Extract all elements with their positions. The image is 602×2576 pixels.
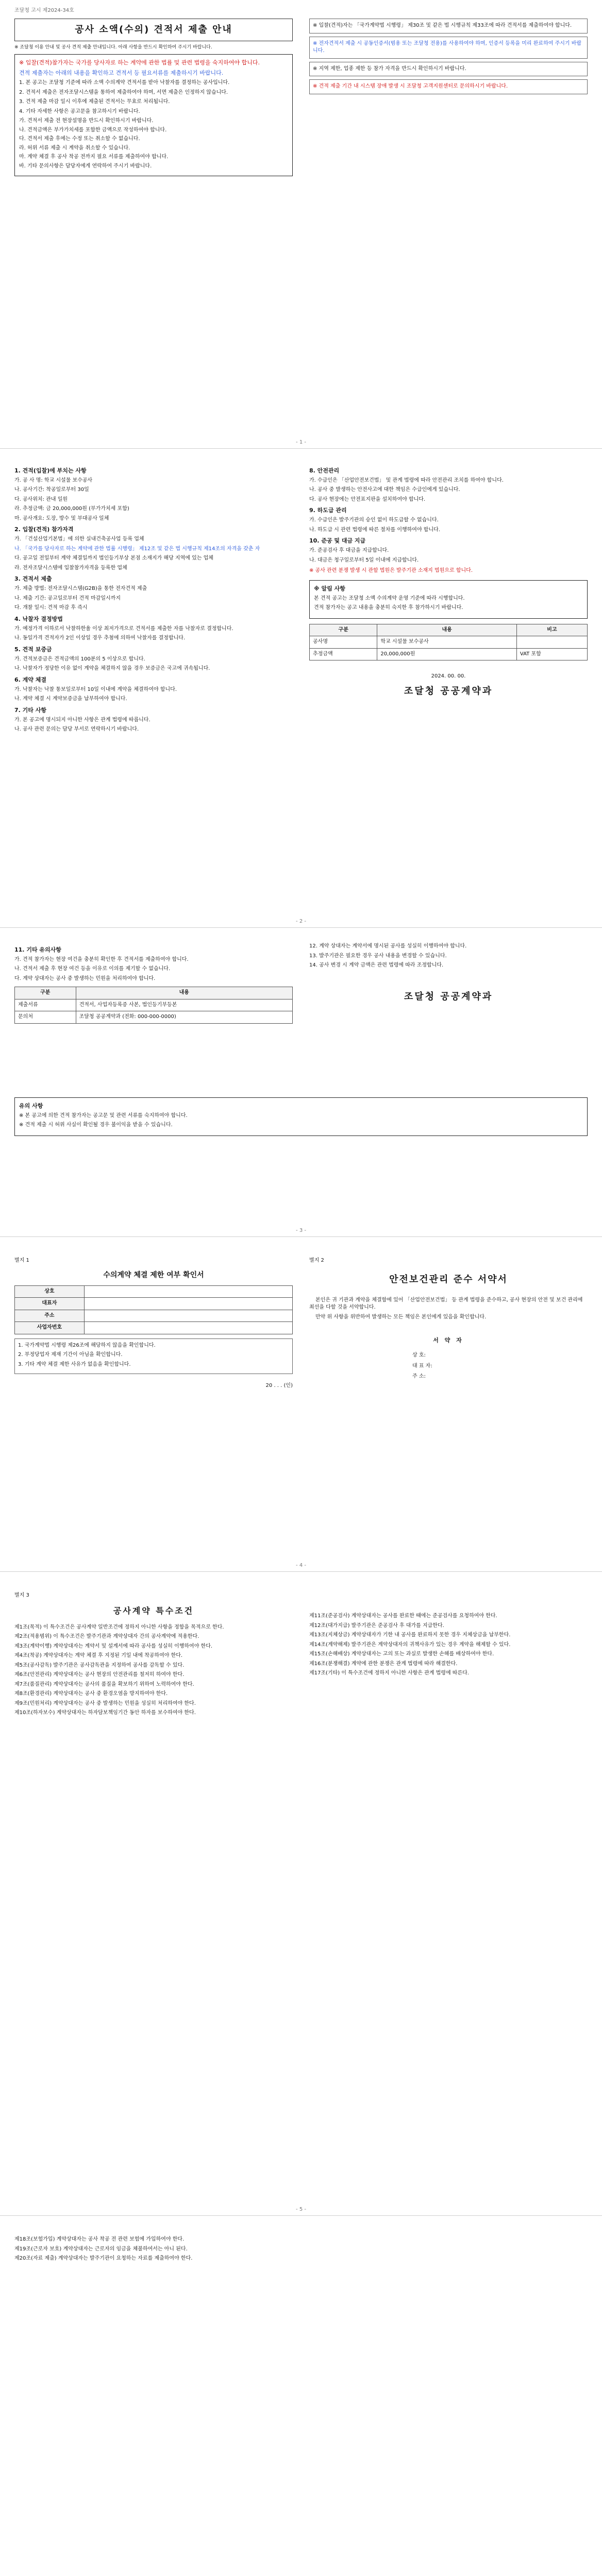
summary-table bbox=[309, 624, 588, 661]
right-column-page3 bbox=[309, 943, 588, 1004]
issue-date: 2024. 00. 00. bbox=[431, 673, 466, 680]
form-body: 만약 위 사항을 위반하여 발생하는 모든 책임은 본인에게 있음을 확인합니다. bbox=[315, 1314, 487, 1320]
table-cell: 문의처 bbox=[15, 1011, 76, 1024]
form1-checklist bbox=[14, 1338, 293, 1375]
section-title: 11. 기타 유의사항 bbox=[14, 946, 61, 953]
article: 제20조(자료 제출) 계약상대자는 발주기관이 요청하는 자료를 제출하여야 한다. bbox=[14, 2256, 193, 2261]
article: 제6조(안전관리) 계약상대자는 공사 현장의 안전관리를 철저히 하여야 한다. bbox=[14, 1672, 185, 1678]
article: 제8조(환경관리) 계약상대자는 공사 중 환경오염을 방지하여야 한다. bbox=[14, 1691, 168, 1697]
table-row bbox=[15, 999, 293, 1011]
section-title: 9. 하도급 관리 bbox=[309, 507, 347, 514]
issuer-block bbox=[309, 673, 588, 698]
highlight-box bbox=[14, 54, 293, 176]
page-divider bbox=[0, 1571, 602, 1572]
section-row: 가. 공 사 명: 학교 시설물 보수공사 bbox=[14, 477, 93, 483]
article: 제18조(보험가입) 계약상대자는 공사 착공 전 관련 보험에 가입하여야 한다. bbox=[14, 2236, 185, 2242]
notice-text: ※ 입찰(견적)자는 「국가계약법 시행령」 제30조 및 같은 법 시행규칙 제33조에 따라 견적서를 제출하여야 합니다. bbox=[313, 23, 572, 28]
table-cell: 공사명 bbox=[310, 636, 377, 649]
article: 제17조(기타) 이 특수조건에 정하지 아니한 사항은 관계 법령에 따른다. bbox=[309, 1670, 469, 1676]
paragraph: 다. 공사 현장에는 안전표지판을 설치하여야 합니다. bbox=[309, 496, 426, 502]
paragraph: 가. 견적 참가자는 현장 여건을 충분히 확인한 후 견적서를 제출하여야 합니다. bbox=[14, 956, 189, 962]
paragraph: 가. 수급인은 「산업안전보건법」 및 관계 법령에 따라 안전관리 조치를 하여야 합니다. bbox=[309, 477, 504, 483]
article: 제4조(착공) 계약상대자는 계약 체결 후 지정된 기일 내에 착공하여야 한다. bbox=[14, 1653, 183, 1659]
checklist-item: 2. 부정당업자 제재 기간이 아님을 확인합니다. bbox=[18, 1352, 123, 1358]
paragraph: 14. 공사 변경 시 계약 금액은 관련 법령에 따라 조정합니다. bbox=[309, 962, 444, 968]
section-row: 다. 공고일 전일부터 계약 체결일까지 법인등기부상 본점 소재지가 해당 지역에 있는 업체 bbox=[14, 555, 213, 562]
table-cell: 상호 bbox=[15, 1285, 85, 1298]
article: 제10조(하자보수) 계약상대자는 하자담보책임기간 동안 하자를 보수하여야 한다. bbox=[14, 1710, 196, 1716]
table-cell bbox=[516, 636, 587, 649]
section-row: 가. 예정가격 이하로서 낙찰하한율 이상 최저가격으로 견적서를 제출한 자를 낙찰자로 결정합니다. bbox=[14, 625, 233, 632]
list-item: 마. 계약 체결 후 공사 착공 전까지 필요 서류를 제출하여야 합니다. bbox=[19, 154, 169, 160]
bottom-note bbox=[14, 1097, 588, 1136]
highlight-line: ※ 입찰(견적)참가자는 국가를 당사자로 하는 계약에 관한 법률 및 관련 법령을 숙지하여야 합니다. bbox=[19, 59, 260, 66]
paragraph: 다. 계약 상대자는 공사 중 발생하는 민원을 처리하여야 합니다. bbox=[14, 975, 156, 981]
paragraph: 나. 대금은 청구일로부터 5일 이내에 지급합니다. bbox=[309, 557, 419, 563]
article: 제2조(적용범위) 이 특수조건은 발주기관과 계약상대자 간의 공사계약에 적용한다. bbox=[14, 1634, 199, 1640]
section-row: 가. 「건설산업기본법」에 의한 실내건축공사업 등록 업체 bbox=[14, 536, 144, 543]
notice-text: ※ 견적 제출 기간 내 시스템 장애 발생 시 조달청 고객지원센터로 문의하시기 바랍니다. bbox=[313, 83, 508, 89]
article: 제7조(품질관리) 계약상대자는 공사의 품질을 확보하기 위하여 노력하여야 한다. bbox=[14, 1681, 194, 1687]
section-title: 4. 낙찰자 결정방법 bbox=[14, 615, 63, 622]
left-column-page3 bbox=[14, 943, 293, 1024]
section-row: 마. 공사개요: 도장, 방수 및 부대공사 일체 bbox=[14, 515, 109, 521]
form-body: 본인은 귀 기관과 계약을 체결함에 있어 「산업안전보건법」 등 관계 법령을 준수하고, 공사 현장의 안전 및 보건 관리에 최선을 다할 것을 서약합니다. bbox=[309, 1297, 583, 1311]
article: 제12조(대가지급) 발주기관은 준공검사 후 대가를 지급한다. bbox=[309, 1622, 444, 1629]
notice-box bbox=[309, 580, 588, 619]
section-row: 다. 공사위치: 관내 일원 bbox=[14, 496, 68, 502]
section-title: 2. 입찰(견적) 참가자격 bbox=[14, 526, 74, 533]
table-cell: 사업자번호 bbox=[15, 1322, 85, 1334]
left-column-page2 bbox=[14, 464, 293, 736]
bottom-note-line: ※ 본 공고에 의한 견적 참가자는 공고문 및 관련 서류를 숙지하여야 합니다. bbox=[19, 1112, 188, 1118]
right-column-top bbox=[309, 19, 588, 97]
paragraph: 가. 준공검사 후 대금을 지급합니다. bbox=[309, 548, 389, 554]
table-header: 내용 bbox=[76, 987, 292, 999]
highlight-line: 견적 제출자는 아래의 내용을 확인하고 견적서 등 필요서류를 제출하시기 바랍니다. bbox=[19, 70, 224, 77]
article: 제1조(목적) 이 특수조건은 공사계약 일반조건에 정하지 아니한 사항을 정함을 목적으로 한다. bbox=[14, 1624, 224, 1630]
paragraph: 나. 공사 중 발생하는 안전사고에 대한 책임은 수급인에게 있습니다. bbox=[309, 487, 460, 493]
list-item: 라. 허위 서류 제출 시 계약을 취소할 수 있습니다. bbox=[19, 145, 130, 151]
table-cell: 대표자 bbox=[15, 1298, 85, 1310]
article: 제5조(공사감독) 발주기관은 공사감독관을 지정하여 공사를 감독할 수 있다. bbox=[14, 1662, 185, 1668]
sign-field[interactable]: 대 표 자: bbox=[412, 1363, 432, 1369]
highlight-line: ※ 공사 관련 분쟁 발생 시 관할 법원은 발주기관 소재지 법원으로 합니다. bbox=[309, 568, 473, 574]
form-title: 수의계약 체결 제한 여부 확인서 bbox=[103, 1270, 204, 1279]
section-row: 가. 견적보증금은 견적금액의 100분의 5 이상으로 합니다. bbox=[14, 656, 145, 662]
page-number: - 5 - bbox=[296, 2207, 306, 2212]
form1-sign: 20 . . . (인) bbox=[265, 1383, 293, 1389]
issuer-org: 조달청 공공계약과 bbox=[404, 685, 493, 697]
article: 제14조(계약해제) 발주기관은 계약상대자의 귀책사유가 있는 경우 계약을 해제할 수 있다. bbox=[309, 1641, 511, 1648]
form-field[interactable] bbox=[84, 1322, 292, 1334]
page-number: - 4 - bbox=[296, 1563, 306, 1568]
page-divider bbox=[0, 2215, 602, 2216]
bottom-note-line: ※ 견적 제출 시 허위 사실이 확인될 경우 불이익을 받을 수 있습니다. bbox=[19, 1122, 173, 1128]
table-cell: 20,000,000원 bbox=[377, 648, 517, 660]
section-row: 가. 낙찰자는 낙찰 통보일로부터 10일 이내에 계약을 체결하여야 합니다. bbox=[14, 686, 177, 692]
list-item: 다. 견적서 제출 후에는 수정 또는 취소할 수 없습니다. bbox=[19, 136, 140, 142]
article: 제15조(손해배상) 계약상대자는 고의 또는 과실로 발생한 손해를 배상하여야 한다. bbox=[309, 1651, 494, 1657]
section-row: 가. 본 공고에 명시되지 아니한 사항은 관계 법령에 따릅니다. bbox=[14, 717, 150, 723]
closing-org: 조달청 공공계약과 bbox=[404, 991, 493, 1002]
table-row bbox=[310, 648, 588, 660]
paragraph: 13. 발주기관은 필요한 경우 공사 내용을 변경할 수 있습니다. bbox=[309, 953, 447, 959]
table-row bbox=[15, 1322, 293, 1334]
form-label: 별지 1 bbox=[14, 1258, 29, 1263]
doc-code: 조달청 고시 제2024-34호 bbox=[14, 8, 74, 13]
list-item: 바. 기타 문의사항은 담당자에게 연락하여 주시기 바랍니다. bbox=[19, 163, 152, 169]
section-row: 나. 계약 체결 시 계약보증금을 납부하여야 합니다. bbox=[14, 696, 127, 702]
contract-left bbox=[14, 1592, 293, 1719]
table-cell: 조달청 공공계약과 (전화: 000-000-0000) bbox=[76, 1011, 292, 1024]
intro-line: ※ 조달청 이용 안내 및 공사 견적 제출 안내입니다. 아래 사항을 반드시 확인하여 주시기 바랍니다. bbox=[14, 45, 212, 50]
table-cell: 제출서류 bbox=[15, 999, 76, 1011]
form-label: 별지 3 bbox=[14, 1592, 29, 1598]
table-cell: 견적서, 사업자등록증 사본, 법인등기부등본 bbox=[76, 999, 292, 1011]
table-row bbox=[15, 1011, 293, 1024]
section-row: 다. 개찰 일시: 견적 마감 후 즉시 bbox=[14, 605, 88, 611]
table-header: 구분 bbox=[310, 624, 377, 636]
section-title: 6. 계약 체결 bbox=[14, 676, 46, 683]
table-cell: 주소 bbox=[15, 1310, 85, 1322]
table-row bbox=[15, 1298, 293, 1310]
section-row: 나. 제출 기간: 공고일로부터 견적 마감일시까지 bbox=[14, 595, 121, 601]
notice-text: ※ 지역 제한, 업종 제한 등 참가 자격을 반드시 확인하시기 바랍니다. bbox=[313, 65, 466, 72]
paragraph: 2. 견적서 제출은 전자조달시스템을 통하여 제출하여야 하며, 서면 제출은 인정하지 않습니다. bbox=[19, 89, 228, 95]
paragraph: 4. 기타 자세한 사항은 공고문을 참고하시기 바랍니다. bbox=[19, 108, 140, 114]
paragraph: 가. 수급인은 발주기관의 승인 없이 하도급할 수 없습니다. bbox=[309, 517, 439, 523]
form-label: 별지 2 bbox=[309, 1258, 324, 1263]
form-field[interactable] bbox=[84, 1285, 292, 1298]
section-row: 나. 공사 관련 문의는 담당 부서로 연락하시기 바랍니다. bbox=[14, 726, 139, 733]
section-row: 가. 제출 방법: 전자조달시스템(G2B)을 통한 전자견적 제출 bbox=[14, 586, 147, 592]
paragraph: 나. 견적서 제출 후 현장 여건 등을 이유로 이의를 제기할 수 없습니다. bbox=[14, 966, 171, 972]
article: 제3조(계약이행) 계약상대자는 계약서 및 설계서에 따라 공사를 성실히 이행하여야 한다. bbox=[14, 1643, 213, 1649]
table-header: 내용 bbox=[377, 624, 517, 636]
section-row: 나. 낙찰자가 정당한 이유 없이 계약을 체결하지 않을 경우 보증금은 국고에 귀속됩니다. bbox=[14, 666, 210, 672]
section-title: 7. 기타 사항 bbox=[14, 706, 46, 714]
table-cell: 추정금액 bbox=[310, 648, 377, 660]
section-title: 3. 견적서 제출 bbox=[14, 575, 52, 583]
form2 bbox=[309, 1257, 588, 1381]
notice-box-3 bbox=[309, 62, 588, 77]
list-item: 가. 견적서 제출 전 현장설명을 반드시 확인하시기 바랍니다. bbox=[19, 118, 154, 124]
page-divider bbox=[0, 448, 602, 449]
checklist-item: 3. 기타 계약 체결 제한 사유가 없음을 확인합니다. bbox=[18, 1361, 131, 1367]
paragraph: 3. 견적 제출 마감 일시 이후에 제출된 견적서는 무효로 처리됩니다. bbox=[19, 99, 170, 105]
notice-box-4 bbox=[309, 79, 588, 94]
section-row: 라. 전자조달시스템에 입찰참가자격을 등록한 업체 bbox=[14, 565, 127, 571]
table-row bbox=[310, 636, 588, 649]
contract-bottom-left bbox=[14, 2236, 293, 2265]
form1 bbox=[14, 1257, 293, 1390]
table-cell: 학교 시설물 보수공사 bbox=[377, 636, 517, 649]
right-column-page2 bbox=[309, 464, 588, 698]
section-row: 나. 공사기간: 착공일로부터 30일 bbox=[14, 487, 89, 493]
article: 제11조(준공검사) 계약상대자는 공사를 완료한 때에는 준공검사를 요청하여야 한다. bbox=[309, 1613, 497, 1619]
notice-title: ※ 알림 사항 bbox=[314, 585, 345, 592]
notice-title-box bbox=[14, 19, 293, 41]
notice-box-2 bbox=[309, 37, 588, 59]
article: 제19조(근로자 보호) 계약상대자는 근로자의 임금을 체불하여서는 아니 된다. bbox=[14, 2246, 188, 2252]
section-title: 10. 준공 및 대금 지급 bbox=[309, 537, 366, 545]
info-table bbox=[14, 987, 293, 1024]
page-divider bbox=[0, 1236, 602, 1237]
table-cell: VAT 포함 bbox=[516, 648, 587, 660]
contract-title: 공사계약 특수조건 bbox=[113, 1605, 194, 1616]
notice-line: 견적 참가자는 공고 내용을 충분히 숙지한 후 참가하시기 바랍니다. bbox=[314, 605, 463, 611]
form-field[interactable] bbox=[84, 1298, 292, 1310]
sign-field[interactable]: 상 호: bbox=[412, 1352, 426, 1359]
page-divider bbox=[0, 927, 602, 928]
page-number: - 2 - bbox=[296, 919, 306, 924]
section-row: 나. 동일가격 견적자가 2인 이상일 경우 추첨에 의하여 낙찰자를 결정합니다. bbox=[14, 635, 186, 641]
notice-box-1 bbox=[309, 19, 588, 33]
page-number: - 3 - bbox=[296, 1228, 306, 1233]
table-row bbox=[15, 1285, 293, 1298]
notice-line: 본 견적 공고는 조달청 소액 수의계약 운영 기준에 따라 시행합니다. bbox=[314, 595, 465, 601]
article: 제9조(민원처리) 계약상대자는 공사 중 발생하는 민원을 성실히 처리하여야 한다. bbox=[14, 1700, 196, 1706]
table-header: 비고 bbox=[516, 624, 587, 636]
paragraph: 나. 하도급 시 관련 법령에 따른 절차를 이행하여야 합니다. bbox=[309, 527, 440, 533]
sign-label: 서 약 자 bbox=[433, 1337, 464, 1344]
left-column-top bbox=[14, 19, 293, 176]
notice-text: ※ 전자견적서 제출 시 공동인증서(범용 또는 조달청 전용)를 사용하여야 하며, 인증서 등록을 미리 완료하여 주시기 바랍니다. bbox=[313, 40, 582, 54]
table-row bbox=[15, 1310, 293, 1322]
form-title: 안전보건관리 준수 서약서 bbox=[389, 1274, 508, 1285]
form-field[interactable] bbox=[84, 1310, 292, 1322]
paragraph: 1. 본 공고는 조달청 기준에 따라 소액 수의계약 견적서를 받아 낙찰자를 결정하는 공사입니다. bbox=[19, 80, 230, 86]
notice-title: 공사 소액(수의) 견적서 제출 안내 bbox=[75, 24, 232, 35]
page-number: - 1 - bbox=[296, 439, 306, 445]
checklist-item: 1. 국가계약법 시행령 제26조에 해당하지 않음을 확인합니다. bbox=[18, 1342, 156, 1348]
section-title: 5. 견적 보증금 bbox=[14, 646, 52, 653]
article: 제16조(분쟁해결) 계약에 관한 분쟁은 관계 법령에 따라 해결한다. bbox=[309, 1660, 458, 1667]
form1-table bbox=[14, 1285, 293, 1334]
bottom-note-title: 유의 사항 bbox=[19, 1103, 43, 1109]
paragraph: 12. 계약 상대자는 계약서에 명시된 공사를 성실히 이행하여야 합니다. bbox=[309, 943, 467, 949]
section-title: 8. 안전관리 bbox=[309, 467, 340, 474]
contract-right bbox=[309, 1613, 588, 1680]
article: 제13조(지체상금) 계약상대자가 기한 내 공사를 완료하지 못한 경우 지체상금을 납부한다. bbox=[309, 1632, 511, 1638]
table-header: 구분 bbox=[15, 987, 76, 999]
section-row: 나. 「국가를 당사자로 하는 계약에 관한 법률 시행령」 제12조 및 같은 법 시행규칙 제14조의 자격을 갖춘 자 bbox=[14, 546, 260, 552]
sign-field[interactable]: 주 소: bbox=[412, 1374, 426, 1380]
bottom-note-box bbox=[14, 1097, 588, 1136]
section-row: 라. 추정금액: 금 20,000,000원 (부가가치세 포함) bbox=[14, 506, 129, 512]
section-title: 1. 견적(입찰)에 부치는 사항 bbox=[14, 467, 87, 474]
list-item: 나. 견적금액은 부가가치세를 포함한 금액으로 작성하여야 합니다. bbox=[19, 127, 167, 133]
